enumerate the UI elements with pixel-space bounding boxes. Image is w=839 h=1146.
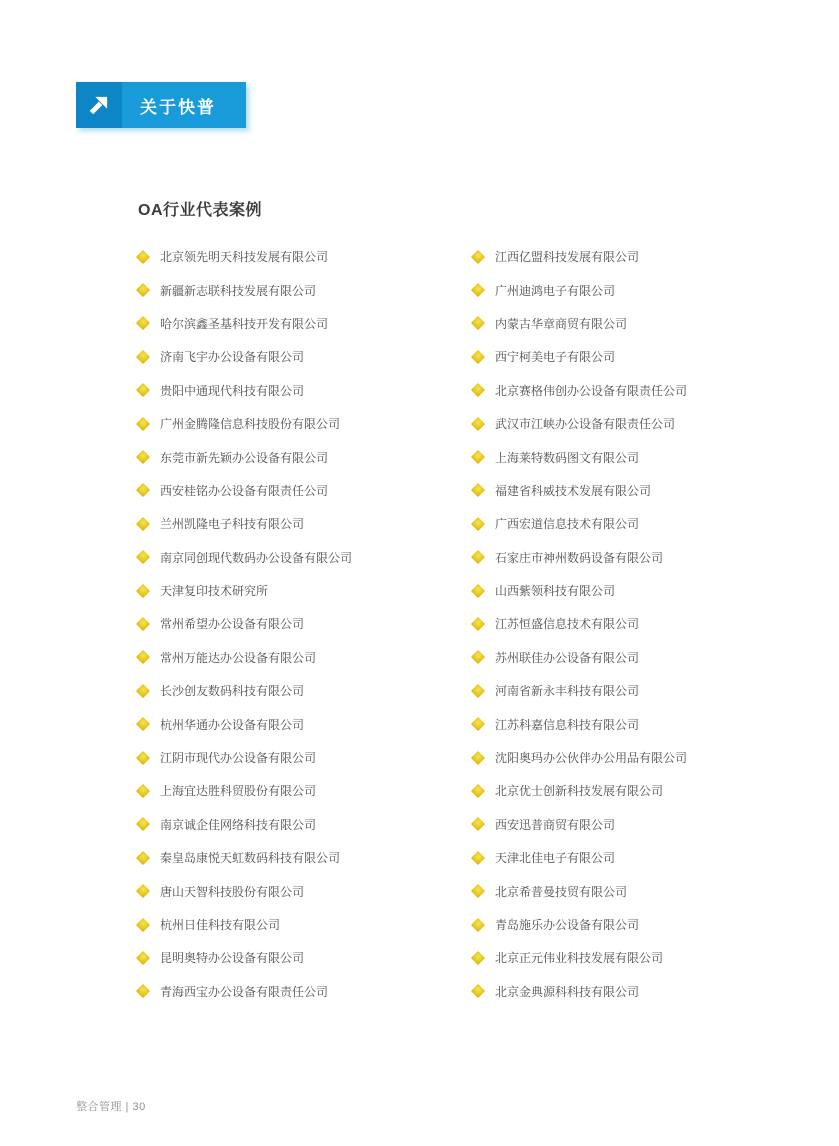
diamond-bullet-icon — [471, 483, 485, 497]
list-item — [138, 908, 473, 941]
list-item — [473, 340, 808, 373]
section-title: OA行业代表案例 — [138, 202, 263, 219]
diamond-bullet-icon — [136, 717, 150, 731]
list-item — [473, 240, 808, 273]
company-name: 青岛施乐办公设备有限公司 — [495, 918, 640, 932]
list-item — [138, 874, 473, 907]
list-item — [138, 941, 473, 974]
diamond-bullet-icon — [136, 917, 150, 931]
company-name: 西宁柯美电子有限公司 — [495, 350, 616, 365]
list-item — [138, 374, 473, 407]
list-item — [138, 607, 473, 640]
company-name: 江阴市现代办公设备有限公司 — [160, 751, 317, 766]
company-name: 天津复印技术研究所 — [160, 584, 269, 599]
company-name: 西安迅普商贸有限公司 — [495, 817, 616, 832]
diamond-bullet-icon — [136, 483, 150, 497]
diamond-bullet-icon — [136, 817, 150, 831]
company-name: 昆明奥特办公设备有限公司 — [160, 951, 305, 966]
diamond-bullet-icon — [471, 984, 485, 998]
diamond-bullet-icon — [136, 550, 150, 564]
company-name: 南京同创现代数码办公设备有限公司 — [160, 550, 353, 565]
list-item — [138, 741, 473, 774]
company-name: 广州迪鸿电子有限公司 — [495, 283, 616, 298]
banner-title: 关于快普 — [122, 82, 246, 128]
company-name: 南京诚企佳网络科技有限公司 — [160, 817, 317, 832]
list-item — [473, 307, 808, 340]
diamond-bullet-icon — [136, 650, 150, 664]
company-name: 沈阳奥玛办公伙伴办公用品有限公司 — [495, 751, 688, 766]
company-name: 杭州日佳科技有限公司 — [160, 918, 281, 932]
company-list-right — [473, 240, 808, 1008]
diamond-bullet-icon — [471, 417, 485, 431]
company-name: 内蒙古华章商贸有限公司 — [495, 316, 628, 331]
list-item — [473, 707, 808, 740]
list-item — [473, 474, 808, 507]
company-name: 北京希普曼技贸有限公司 — [495, 884, 628, 899]
diamond-bullet-icon — [471, 584, 485, 598]
company-name: 新疆新志联科技发展有限公司 — [160, 283, 317, 298]
company-name: 北京金典源科科技有限公司 — [495, 984, 640, 999]
list-item — [138, 541, 473, 574]
arrow-up-right-icon — [86, 92, 112, 118]
list-item — [473, 841, 808, 874]
company-name: 长沙创友数码科技有限公司 — [160, 684, 305, 699]
diamond-bullet-icon — [136, 450, 150, 464]
company-name: 河南省新永丰科技有限公司 — [495, 684, 640, 699]
company-name: 石家庄市神州数码设备有限公司 — [495, 550, 664, 565]
diamond-bullet-icon — [471, 951, 485, 965]
diamond-bullet-icon — [136, 250, 150, 264]
company-name: 唐山天智科技股份有限公司 — [160, 884, 305, 899]
list-item — [138, 474, 473, 507]
diamond-bullet-icon — [136, 350, 150, 364]
list-item — [473, 774, 808, 807]
diamond-bullet-icon — [136, 684, 150, 698]
diamond-bullet-icon — [471, 917, 485, 931]
list-item — [473, 641, 808, 674]
diamond-bullet-icon — [136, 283, 150, 297]
list-item — [138, 841, 473, 874]
list-item — [138, 340, 473, 373]
list-item — [138, 273, 473, 306]
diamond-bullet-icon — [471, 684, 485, 698]
company-name: 青海西宝办公设备有限责任公司 — [160, 984, 329, 999]
company-name: 北京优士创新科技发展有限公司 — [495, 784, 664, 799]
company-name: 贵阳中通现代科技有限公司 — [160, 383, 305, 398]
diamond-bullet-icon — [471, 851, 485, 865]
list-item — [138, 641, 473, 674]
company-name: 苏州联佳办公设备有限公司 — [495, 650, 640, 665]
company-list-left — [138, 240, 473, 1008]
list-item — [138, 975, 473, 1008]
list-item — [473, 541, 808, 574]
diamond-bullet-icon — [136, 984, 150, 998]
company-name: 武汉市江峡办公设备有限责任公司 — [495, 417, 676, 432]
list-item — [473, 808, 808, 841]
list-item — [473, 741, 808, 774]
list-item — [138, 707, 473, 740]
diamond-bullet-icon — [471, 283, 485, 297]
page-footer: 整合管理 | 30 — [76, 1101, 146, 1113]
diamond-bullet-icon — [471, 383, 485, 397]
list-item — [473, 574, 808, 607]
diamond-bullet-icon — [471, 316, 485, 330]
company-name: 广西宏道信息技术有限公司 — [495, 517, 640, 532]
company-columns — [138, 240, 808, 1008]
list-item — [138, 808, 473, 841]
company-name: 常州万能达办公设备有限公司 — [160, 650, 317, 665]
company-name: 江西亿盟科技发展有限公司 — [495, 250, 640, 265]
list-item — [473, 407, 808, 440]
diamond-bullet-icon — [471, 750, 485, 764]
diamond-bullet-icon — [136, 517, 150, 531]
company-name: 杭州华通办公设备有限公司 — [160, 717, 305, 732]
company-name: 哈尔滨鑫圣基科技开发有限公司 — [160, 316, 329, 331]
list-item — [473, 374, 808, 407]
list-item — [138, 307, 473, 340]
diamond-bullet-icon — [471, 784, 485, 798]
diamond-bullet-icon — [136, 884, 150, 898]
list-item — [473, 273, 808, 306]
diamond-bullet-icon — [471, 517, 485, 531]
about-kuaipu-banner — [76, 82, 246, 128]
diamond-bullet-icon — [136, 750, 150, 764]
company-name: 东莞市新先颖办公设备有限公司 — [160, 450, 329, 465]
company-name: 西安桂铭办公设备有限责任公司 — [160, 483, 329, 498]
company-name: 天津北佳电子有限公司 — [495, 851, 616, 866]
diamond-bullet-icon — [471, 550, 485, 564]
diamond-bullet-icon — [136, 417, 150, 431]
diamond-bullet-icon — [136, 584, 150, 598]
diamond-bullet-icon — [136, 784, 150, 798]
company-name: 秦皇岛康悦天虹数码科技有限公司 — [160, 851, 341, 866]
company-name: 北京正元伟业科技发展有限公司 — [495, 951, 664, 966]
company-name: 江苏恒盛信息技术有限公司 — [495, 617, 640, 632]
diamond-bullet-icon — [471, 884, 485, 898]
diamond-bullet-icon — [471, 350, 485, 364]
list-item — [138, 407, 473, 440]
diamond-bullet-icon — [136, 617, 150, 631]
diamond-bullet-icon — [471, 650, 485, 664]
company-name: 山西紫领科技有限公司 — [495, 584, 616, 599]
diamond-bullet-icon — [136, 951, 150, 965]
list-item — [138, 507, 473, 540]
list-item — [473, 975, 808, 1008]
company-name: 常州希望办公设备有限公司 — [160, 617, 305, 632]
diamond-bullet-icon — [471, 717, 485, 731]
list-item — [473, 674, 808, 707]
diamond-bullet-icon — [471, 817, 485, 831]
diamond-bullet-icon — [136, 316, 150, 330]
company-name: 上海宜达胜科贸股份有限公司 — [160, 784, 317, 799]
company-name: 福建省科威技术发展有限公司 — [495, 483, 652, 498]
list-item — [138, 440, 473, 473]
list-item — [473, 874, 808, 907]
logo-box — [76, 82, 122, 128]
diamond-bullet-icon — [136, 383, 150, 397]
company-name: 北京赛格伟创办公设备有限责任公司 — [495, 383, 688, 398]
diamond-bullet-icon — [471, 250, 485, 264]
diamond-bullet-icon — [136, 851, 150, 865]
list-item — [138, 674, 473, 707]
diamond-bullet-icon — [471, 617, 485, 631]
list-item — [138, 574, 473, 607]
list-item — [473, 607, 808, 640]
company-name: 北京领先明天科技发展有限公司 — [160, 250, 329, 265]
list-item — [473, 941, 808, 974]
list-item — [138, 240, 473, 273]
company-name: 济南飞宇办公设备有限公司 — [160, 350, 305, 365]
company-name: 广州金腾隆信息科技股份有限公司 — [160, 417, 341, 432]
list-item — [473, 440, 808, 473]
company-name: 兰州凯隆电子科技有限公司 — [160, 517, 305, 532]
list-item — [138, 774, 473, 807]
diamond-bullet-icon — [471, 450, 485, 464]
list-item — [473, 908, 808, 941]
list-item — [473, 507, 808, 540]
company-name: 江苏科嘉信息科技有限公司 — [495, 717, 640, 732]
company-name: 上海莱特数码图文有限公司 — [495, 450, 640, 465]
